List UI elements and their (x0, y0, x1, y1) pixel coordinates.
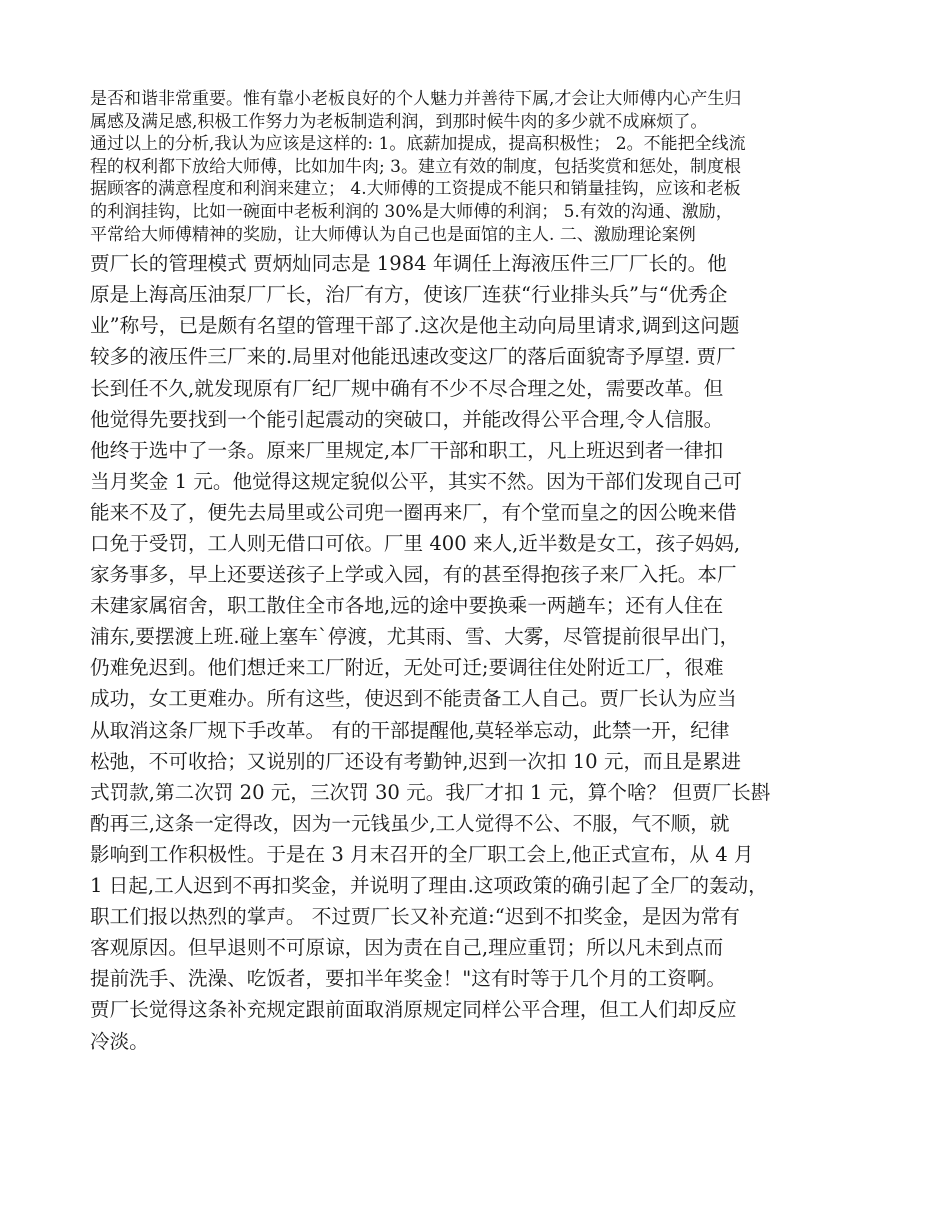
text-line: 冷淡。 (90, 1029, 149, 1053)
text-line: 酌再三,这条一定得改，因为一元钱虽少,工人觉得不公、不服，气不顺，就 (90, 811, 730, 835)
text-line: 贾厂长觉得这条补充规定跟前面取消原规定同样公平合理，但工人们却反应 (90, 998, 737, 1022)
text-line: 他终于选中了一条。原来厂里规定,本厂干部和职工，凡上班迟到者一律扣 (90, 438, 724, 462)
analysis-section (90, 88, 870, 246)
text-line: 能来不及了，便先去局里或公司兜一圈再来厂，有个堂而皇之的因公晚来借 (90, 500, 737, 524)
text-line: 口免于受罚，工人则无借口可依。厂里 400 来人,近半数是女工，孩子妈妈, (90, 532, 741, 555)
text-line: 未建家属宿舍，职工散住全市各地,远的途中要换乘一两趟车；还有人住在 (90, 594, 724, 618)
text-line: 式罚款,第二次罚 20 元，三次罚 30 元。我厂才扣 1 元，算个啥？ 但贾厂长斟 (90, 780, 771, 804)
text-line: 1 日起,工人迟到不再扣奖金，并说明了理由.这项政策的确引起了全厂的轰动， (90, 874, 768, 898)
text-line: 当月奖金 1 元。他觉得这规定貌似公平，其实不然。因为干部们发现自己可 (90, 469, 742, 493)
text-line: 他觉得先要找到一个能引起震动的突破口，并能改得公平合理,令人信服。 (90, 407, 724, 431)
text-line: 提前洗手、洗澡、吃饭者，要扣半年奖金！"这有时等于几个月的工资啊。 (90, 967, 727, 991)
text-line: 松弛，不可收拾；又说别的厂还设有考勤钟,迟到一次扣 10 元，而且是累进 (90, 749, 742, 773)
text-line: 原是上海高压油泵厂厂长，治厂有方，使该厂连获“行业排头兵”与“优秀企 (90, 283, 728, 307)
text-line: 从取消这条厂规下手改革。 有的干部提醒他,莫轻举忘动，此禁一开，纪律 (90, 718, 730, 742)
text-line: 家务事多，早上还要送孩子上学或入园，有的甚至得抱孩子来厂入托。本厂 (90, 563, 737, 587)
text-line: 属感及满足感,积极工作努力为老板制造利润，到那时候牛肉的多少就不成麻烦了。 (90, 111, 708, 132)
text-line: 仍难免迟到。他们想迁来工厂附近，无处可迁;要调往住处附近工厂，很难 (90, 656, 724, 680)
case-study-section (90, 248, 870, 1056)
text-line: 较多的液压件三厂来的.局里对他能迅速改变这厂的落后面貌寄予厚望. 贾厂 (90, 345, 736, 369)
text-line: 据顾客的满意程度和利润来建立； 4.大师傅的工资提成不能只和销量挂钩，应该和老板 (90, 179, 741, 200)
text-line: 影响到工作积极性。于是在 3 月末召开的全厂职工会上,他正式宣布，从 4 月 (90, 842, 754, 866)
text-line: 业”称号，已是颇有名望的管理干部了.这次是他主动向局里请求,调到这问题 (90, 314, 740, 338)
text-line: 通过以上的分析,我认为应该是这样的: 1。底薪加提成，提高积极性； 2。不能把全线流 (90, 134, 746, 155)
text-line: 程的权利都下放给大师傅，比如加牛肉; 3。建立有效的制度，包括奖赏和惩处，制度根 (90, 156, 741, 177)
text-line: 贾厂长的管理模式 贾炳灿同志是 1984 年调任上海液压件三厂厂长的。他 (90, 252, 727, 276)
text-line: 浦东,要摆渡上班.碰上塞车`停渡，尤其雨、雪、大雾，尽管提前很早出门， (90, 625, 740, 649)
text-line: 平常给大师傅精神的奖励，让大师傅认为自己也是面馆的主人. 二、激励理论案例 (90, 224, 696, 245)
text-line: 的利润挂钩，比如一碗面中老板利润的 30%是大师傅的利润； 5.有效的沟通、激励， (90, 201, 733, 222)
text-line: 成功，女工更难办。所有这些，使迟到不能责备工人自己。贾厂长认为应当 (90, 687, 737, 711)
text-line: 职工们报以热烈的掌声。 不过贾厂长又补充道:“迟到不扣奖金，是因为常有 (90, 905, 740, 929)
text-line: 客观原因。但早退则不可原谅，因为责在自己,理应重罚；所以凡未到点而 (90, 936, 724, 960)
document-page (90, 88, 870, 1057)
text-line: 长到任不久,就发现原有厂纪厂规中确有不少不尽合理之处，需要改革。但 (90, 376, 724, 400)
text-line: 是否和谐非常重要。惟有靠小老板良好的个人魅力并善待下属,才会让大师傅内心产生归 (90, 89, 742, 109)
